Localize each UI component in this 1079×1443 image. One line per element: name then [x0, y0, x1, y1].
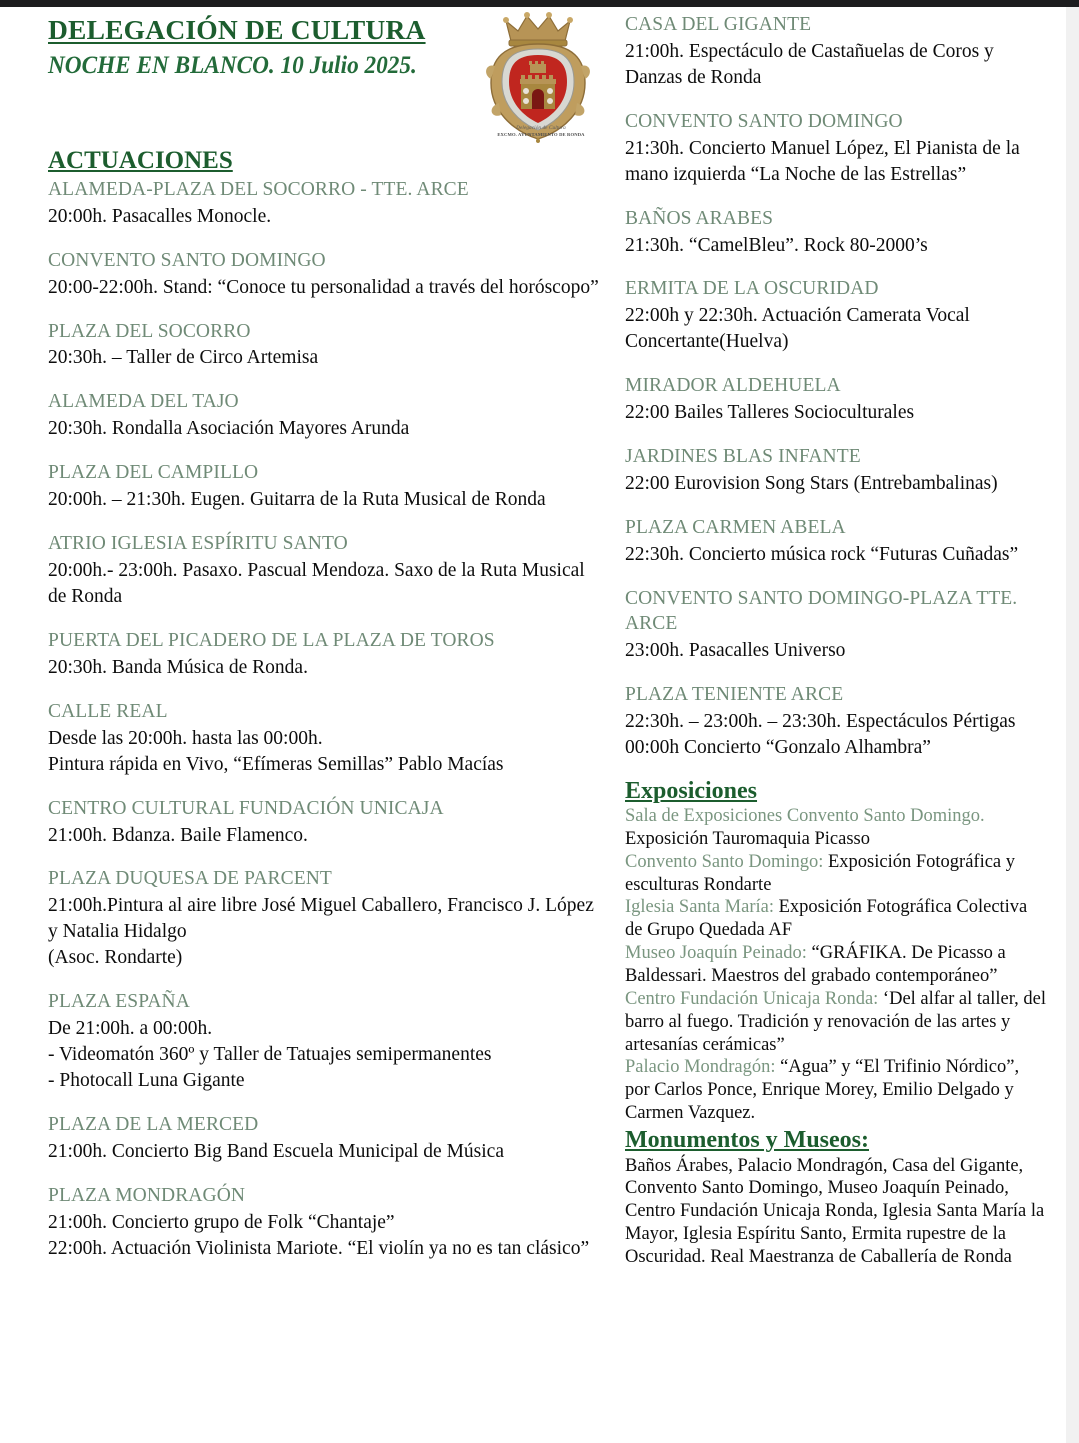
event-detail: 20:00h.- 23:00h. Pasaxo. Pascual Mendoza. Saxo de la Ruta Musical de Ronda: [48, 560, 585, 607]
event-venue: PLAZA DEL SOCORRO: [48, 320, 251, 342]
event-item: [625, 587, 1048, 664]
section-heading-exposiciones: Exposiciones: [625, 777, 758, 804]
event-item: [48, 461, 601, 513]
event-item: [48, 990, 601, 1094]
exposicion-text: “Agua” y “El Trifinio Nórdico”, por Carlos Ponce, Enrique Morey, Emilio Delgado y Carmen Vazquez.: [625, 1057, 1020, 1124]
event-detail: 20:00h. – 21:30h. Eugen. Guitarra de la Ruta Musical de Ronda: [48, 489, 546, 511]
event-item: [48, 700, 601, 778]
masthead: [48, 13, 601, 141]
event-detail: 21:00h. Concierto grupo de Folk “Chantaje” 22:00h. Actuación Violinista Mariote. “El violín ya no es tan clásico”: [48, 1211, 590, 1259]
exposicion-label: Convento Santo Domingo:: [625, 851, 824, 872]
event-venue: CENTRO CULTURAL FUNDACIÓN UNICAJA: [48, 797, 444, 819]
event-detail: 20:00-22:00h. Stand: “Conoce tu personalidad a través del horóscopo”: [48, 276, 599, 298]
section-heading-actuaciones: ACTUACIONES: [48, 147, 233, 174]
event-venue: PLAZA ESPAÑA: [48, 991, 190, 1013]
event-venue: CASA DEL GIGANTE: [625, 14, 812, 35]
event-venue: BAÑOS ARABES: [625, 207, 774, 229]
event-venue: ALAMEDA-PLAZA DEL SOCORRO - TTE. ARCE: [48, 178, 469, 200]
event-venue: CALLE REAL: [48, 700, 168, 722]
exposicion-text: ‘Del alfar al taller, del barro al fuego. Tradición y renovación de las artes y artesanías cerámicas”: [625, 988, 1047, 1055]
event-detail: 20:00h. Pasacalles Monocle.: [48, 205, 272, 227]
event-detail: 21:00h. Bdanza. Baile Flamenco.: [48, 824, 308, 846]
exposicion-label: Centro Fundación Unicaja Ronda:: [625, 988, 879, 1009]
event-item: [625, 110, 1048, 188]
exposicion-label: Palacio Mondragón:: [625, 1057, 776, 1078]
event-venue: PLAZA DUQUESA DE PARCENT: [48, 868, 332, 890]
exposicion-label: Iglesia Santa María:: [625, 897, 774, 918]
event-detail: 22:30h. Concierto música rock “Futuras Cuñadas”: [625, 543, 1019, 565]
crest-caption: [466, 125, 616, 138]
event-detail: 21:00h.Pintura al aire libre José Miguel Caballero, Francisco J. López y Natalia Hidalgo (Asoc. Rondarte): [48, 895, 594, 969]
monumentos-list: [625, 1155, 1048, 1269]
event-detail: 22:00h y 22:30h. Actuación Camerata Vocal Concertante(Huelva): [625, 305, 970, 353]
exposiciones-list: [625, 805, 1048, 1125]
section-heading-monumentos: Monumentos y Museos:: [625, 1126, 869, 1153]
event-detail: 22:00 Eurovision Song Stars (Entrebambalinas): [625, 473, 998, 495]
event-detail: De 21:00h. a 00:00h. - Videomatón 360º y Taller de Tatuajes semipermanentes - Photocall Luna Gigante: [48, 1018, 492, 1091]
event-detail: 20:30h. Rondalla Asociación Mayores Arunda: [48, 418, 410, 440]
exposicion-item: [625, 1056, 1048, 1125]
event-detail: 21:30h. “CamelBleu”. Rock 80-2000’s: [625, 234, 928, 256]
event-venue: ATRIO IGLESIA ESPÍRITU SANTO: [48, 533, 348, 555]
right-margin-gutter: [1065, 7, 1079, 1443]
monumentos-text: Baños Árabes, Palacio Mondragón, Casa del Gigante, Convento Santo Domingo, Museo Joaquín Peinado, Centro Fundación Unicaja Ronda, Iglesia Santa María la Mayor, Iglesia Espíritu Santo, Ermita rupestre de la Oscuridad. Real Maestranza de Caballería de Ronda: [625, 1155, 1045, 1267]
event-venue: CONVENTO SANTO DOMINGO: [625, 110, 903, 132]
event-venue: MIRADOR ALDEHUELA: [625, 375, 841, 397]
event-venue: PLAZA MONDRAGÓN: [48, 1184, 246, 1206]
event-venue: JARDINES BLAS INFANTE: [625, 446, 861, 468]
event-venue: PLAZA DE LA MERCED: [48, 1113, 259, 1135]
event-detail: 22:30h. – 23:00h. – 23:30h. Espectáculos Pértigas 00:00h Concierto “Gonzalo Alhambra”: [625, 710, 1016, 758]
exposicion-text: “GRÁFIKA. De Picasso a Baldessari. Maestros del grabado contemporáneo”: [625, 943, 1006, 987]
event-detail: 20:30h. – Taller de Circo Artemisa: [48, 347, 319, 369]
event-detail: 21:30h. Concierto Manuel López, El Pianista de la mano izquierda “La Noche de las Estrellas”: [625, 137, 1020, 185]
event-detail: 20:30h. Banda Música de Ronda.: [48, 656, 308, 678]
event-item: [625, 13, 1048, 91]
page-title: DELEGACIÓN DE CULTURA: [48, 14, 426, 45]
event-detail: Desde las 20:00h. hasta las 00:00h. Pintura rápida en Vivo, “Efímeras Semillas” Pablo Macías: [48, 727, 504, 775]
event-item: [625, 207, 1048, 259]
event-venue: ERMITA DE LA OSCURIDAD: [625, 278, 879, 300]
exposicion-item: [625, 805, 1048, 851]
event-detail: 21:00h. Concierto Big Band Escuela Municipal de Música: [48, 1140, 504, 1162]
event-venue: CONVENTO SANTO DOMINGO: [48, 249, 326, 271]
left-column: [0, 7, 615, 1443]
event-item: [625, 683, 1048, 761]
exposicion-text: Exposición Fotográfica Colectiva de Grupo Quedada AF: [625, 897, 1028, 941]
event-item: [48, 320, 601, 372]
event-item: [48, 629, 601, 681]
event-detail: 23:00h. Pasacalles Universo: [625, 639, 846, 661]
page-subtitle: NOCHE EN BLANCO. 10 Julio 2025.: [48, 52, 417, 79]
event-detail: 21:00h. Espectáculo de Castañuelas de Coros y Danzas de Ronda: [625, 40, 994, 88]
event-venue: PLAZA TENIENTE ARCE: [625, 683, 844, 705]
event-item: [625, 516, 1048, 568]
event-item: [48, 1184, 601, 1262]
event-venue: ALAMEDA DEL TAJO: [48, 391, 239, 413]
exposicion-label: Museo Joaquín Peinado:: [625, 943, 807, 964]
event-item: [48, 797, 601, 849]
event-item: [48, 532, 601, 610]
event-item: [625, 445, 1048, 497]
event-venue: PUERTA DEL PICADERO DE LA PLAZA DE TOROS: [48, 629, 495, 651]
exposicion-item: [625, 851, 1048, 897]
event-item: [625, 277, 1048, 355]
event-venue: PLAZA DEL CAMPILLO: [48, 462, 259, 484]
event-item: [625, 374, 1048, 426]
exposicion-text: Exposición Fotográfica y esculturas Rondarte: [625, 851, 1016, 895]
crest-caption-line2: EXCMO. AYUNTAMIENTO DE RONDA: [497, 131, 585, 137]
top-dark-bar: [0, 0, 1079, 7]
exposicion-item: [625, 942, 1048, 988]
exposicion-text: Exposición Tauromaquia Picasso: [625, 828, 870, 849]
exposicion-item: [625, 896, 1048, 942]
exposicion-label: Sala de Exposiciones Convento Santo Domingo.: [625, 806, 985, 827]
event-item: [48, 249, 601, 301]
event-item: [48, 1113, 601, 1165]
right-column: [615, 7, 1066, 1443]
event-detail: 22:00 Bailes Talleres Socioculturales: [625, 402, 915, 424]
poster-page: [0, 7, 1066, 1443]
exposicion-item: [625, 988, 1048, 1057]
event-venue: CONVENTO SANTO DOMINGO-PLAZA TTE. ARCE: [625, 587, 1018, 634]
event-item: [48, 178, 601, 230]
event-item: [48, 867, 601, 971]
event-venue: PLAZA CARMEN ABELA: [625, 517, 846, 539]
crest-caption-line1: Delegación de Cultura: [516, 125, 566, 131]
event-item: [48, 390, 601, 442]
